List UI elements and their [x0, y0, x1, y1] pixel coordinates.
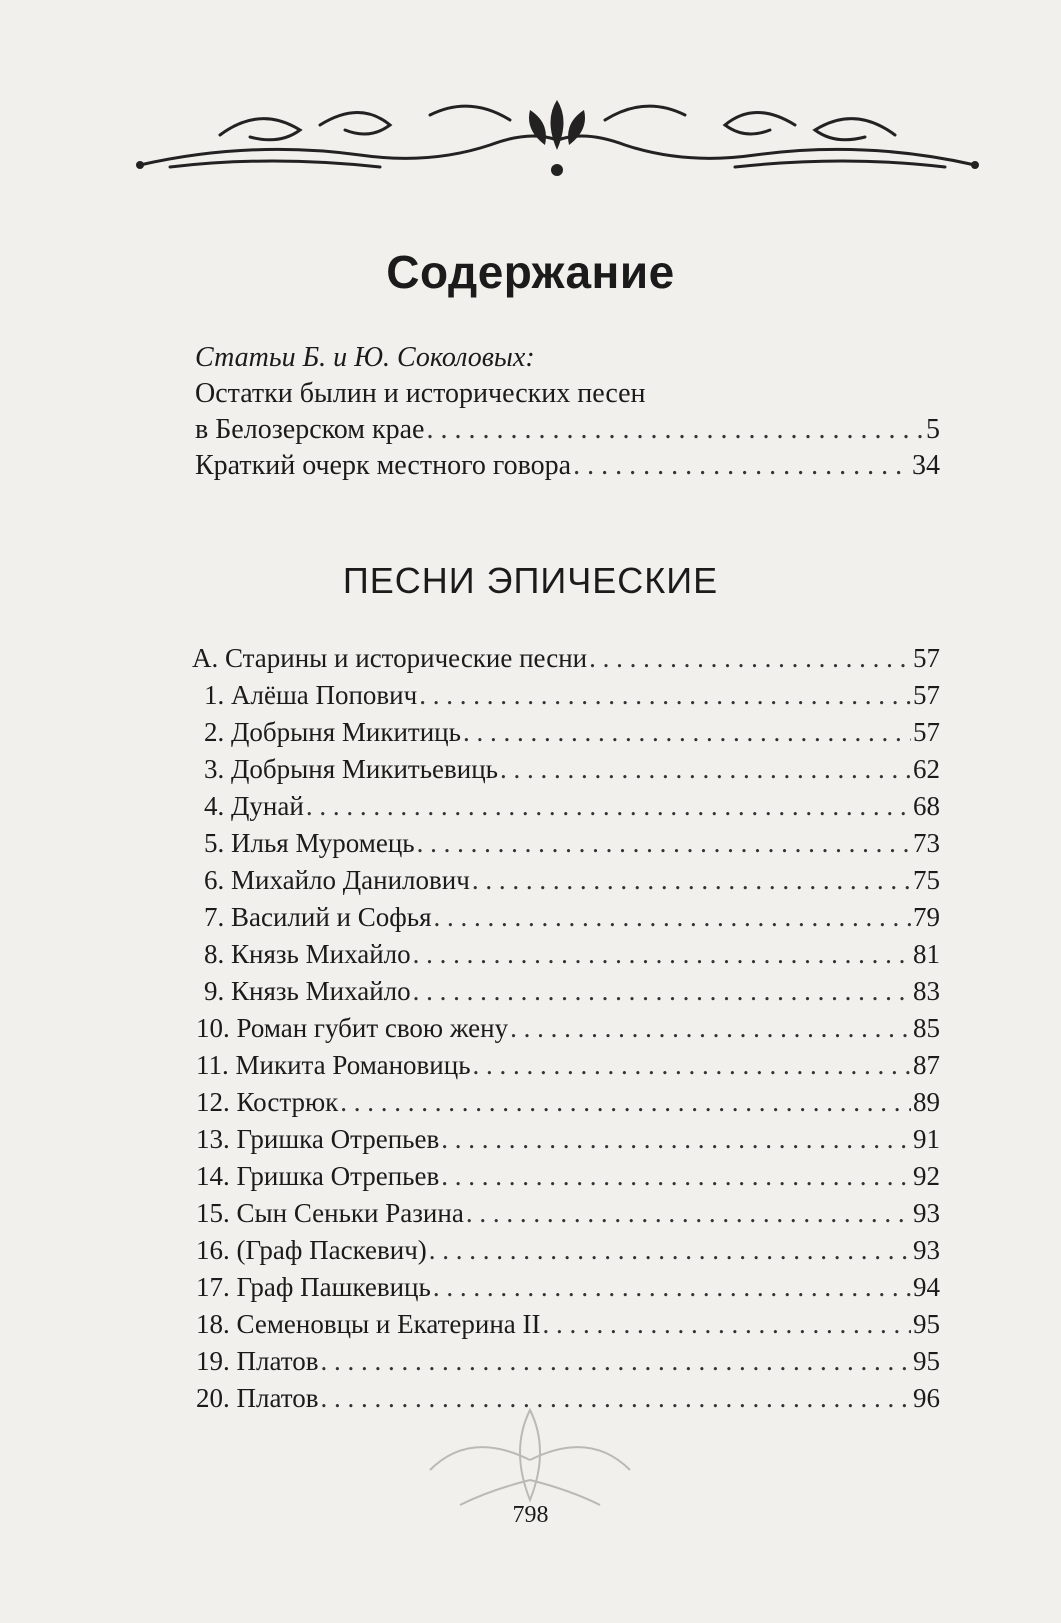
toc-entry: [192, 1158, 940, 1195]
toc-entry: [192, 751, 940, 788]
intro-entry-1-page: 5: [926, 414, 940, 445]
toc-entry: [192, 714, 940, 751]
toc-entry-page: 73: [913, 828, 940, 858]
toc-entry-title: 8. Князь Михайло: [204, 939, 411, 969]
toc-entry-title: 20. Платов: [196, 1383, 319, 1413]
dot-leader: [441, 1158, 911, 1195]
dot-leader: [473, 1047, 911, 1084]
toc-entry: [192, 1343, 940, 1380]
toc-entry-page: 62: [913, 754, 940, 784]
toc-entry: [192, 677, 940, 714]
toc-entry-page: 93: [913, 1235, 940, 1265]
toc-entry: [192, 1010, 940, 1047]
toc-entry-page: 93: [913, 1198, 940, 1228]
dot-leader: [466, 1195, 911, 1232]
section-heading: ПЕСНИ ЭПИЧЕСКИЕ: [342, 560, 719, 601]
dot-leader: [463, 714, 911, 751]
toc-entry-page: 92: [913, 1161, 940, 1191]
decorative-ornament-header: [130, 95, 985, 185]
toc-entry-page: 96: [913, 1383, 940, 1413]
toc-entry-title: 13. Гришка Отрепьев: [196, 1124, 440, 1154]
dot-leader: [510, 1010, 911, 1047]
intro-entry-1-title: в Белозерском крае: [195, 414, 425, 445]
toc-entry: [192, 825, 940, 862]
toc-entry-title: 17. Граф Пашкевиць: [196, 1272, 431, 1302]
toc-entry-page: 83: [913, 976, 940, 1006]
dot-leader: [413, 936, 911, 973]
dot-leader: [441, 1121, 911, 1158]
intro-entry-1-line2: [195, 412, 940, 448]
toc-entry-page: 85: [913, 1013, 940, 1043]
toc-entry: [192, 1047, 940, 1084]
decorative-ornament-footer: [410, 1400, 650, 1510]
dot-leader: [306, 788, 911, 825]
toc-entry-title: 15. Сын Сеньки Разина: [196, 1198, 464, 1228]
toc-entry-title: 18. Семеновцы и Екатерина II: [196, 1309, 541, 1339]
toc-entry-page: 94: [913, 1272, 940, 1302]
dot-leader: [340, 1084, 911, 1121]
toc-entry: [192, 1121, 940, 1158]
toc-entry-title: 3. Добрыня Микитьевиць: [204, 754, 498, 784]
toc-entry-title: 19. Платов: [196, 1346, 319, 1376]
dot-leader: [419, 677, 911, 714]
toc-entry-title: 5. Илья Муромець: [204, 828, 415, 858]
toc-entry-page: 81: [913, 939, 940, 969]
dot-leader: [543, 1306, 911, 1343]
toc-entry-page: 57: [913, 680, 940, 710]
toc-entry-page: 68: [913, 791, 940, 821]
toc-entry-page: 87: [913, 1050, 940, 1080]
toc-entry-title: 14. Гришка Отрепьев: [196, 1161, 440, 1191]
toc-entry: [192, 640, 940, 677]
intro-entry-1-line1: Остатки былин и исторических песен: [195, 378, 646, 409]
toc-entry-title: А. Старины и исторические песни: [192, 643, 588, 673]
toc-entry: [192, 1306, 940, 1343]
dot-leader: [433, 1269, 911, 1306]
toc-entry: [192, 973, 940, 1010]
dot-leader: [429, 1232, 911, 1269]
dot-leader: [426, 412, 924, 448]
dot-leader: [500, 751, 911, 788]
dot-leader: [573, 448, 910, 484]
toc-entry-page: 95: [913, 1309, 940, 1339]
toc-entry-title: 10. Роман губит свою жену: [196, 1013, 509, 1043]
page-title: Содержание: [386, 246, 675, 298]
toc-entry-page: 57: [913, 717, 940, 747]
toc-entry-page: 91: [913, 1124, 940, 1154]
toc-entry-title: 12. Кострюк: [196, 1087, 339, 1117]
intro-entry-2: [195, 448, 940, 484]
toc-entry-page: 89: [913, 1087, 940, 1117]
toc-entry-title: 6. Михайло Данилович: [204, 865, 470, 895]
intro-articles: [195, 340, 940, 484]
dot-leader: [413, 973, 911, 1010]
toc-entry-title: 7. Василий и Софья: [204, 902, 432, 932]
dot-leader: [417, 825, 911, 862]
toc-entry-title: 2. Добрыня Микитиць: [204, 717, 461, 747]
toc-entry-title: 4. Дунай: [204, 791, 304, 821]
page-number: 798: [512, 1502, 549, 1528]
table-of-contents: [192, 640, 940, 1417]
dot-leader: [433, 899, 911, 936]
toc-entry: [192, 1084, 940, 1121]
toc-entry: [192, 1195, 940, 1232]
toc-entry: [192, 862, 940, 899]
toc-entry: [192, 788, 940, 825]
toc-entry: [192, 899, 940, 936]
toc-entry-page: 57: [913, 643, 940, 673]
authors-line: Статьи Б. и Ю. Соколовых:: [195, 342, 535, 373]
intro-entry-2-page: 34: [912, 450, 940, 481]
toc-entry-page: 75: [913, 865, 940, 895]
toc-entry-title: 9. Князь Михайло: [204, 976, 411, 1006]
toc-entry-page: 79: [913, 902, 940, 932]
intro-entry-2-title: Краткий очерк местного говора: [195, 450, 572, 481]
toc-entry-title: 16. (Граф Паскевич): [196, 1235, 427, 1265]
dot-leader: [589, 640, 911, 677]
dot-leader: [320, 1343, 911, 1380]
toc-entry-page: 95: [913, 1346, 940, 1376]
dot-leader: [472, 862, 911, 899]
toc-entry-title: 1. Алёша Попович: [204, 680, 418, 710]
toc-entry: [192, 1232, 940, 1269]
toc-entry: [192, 1269, 940, 1306]
toc-entry: [192, 936, 940, 973]
toc-entry-title: 11. Микита Романовиць: [196, 1050, 471, 1080]
